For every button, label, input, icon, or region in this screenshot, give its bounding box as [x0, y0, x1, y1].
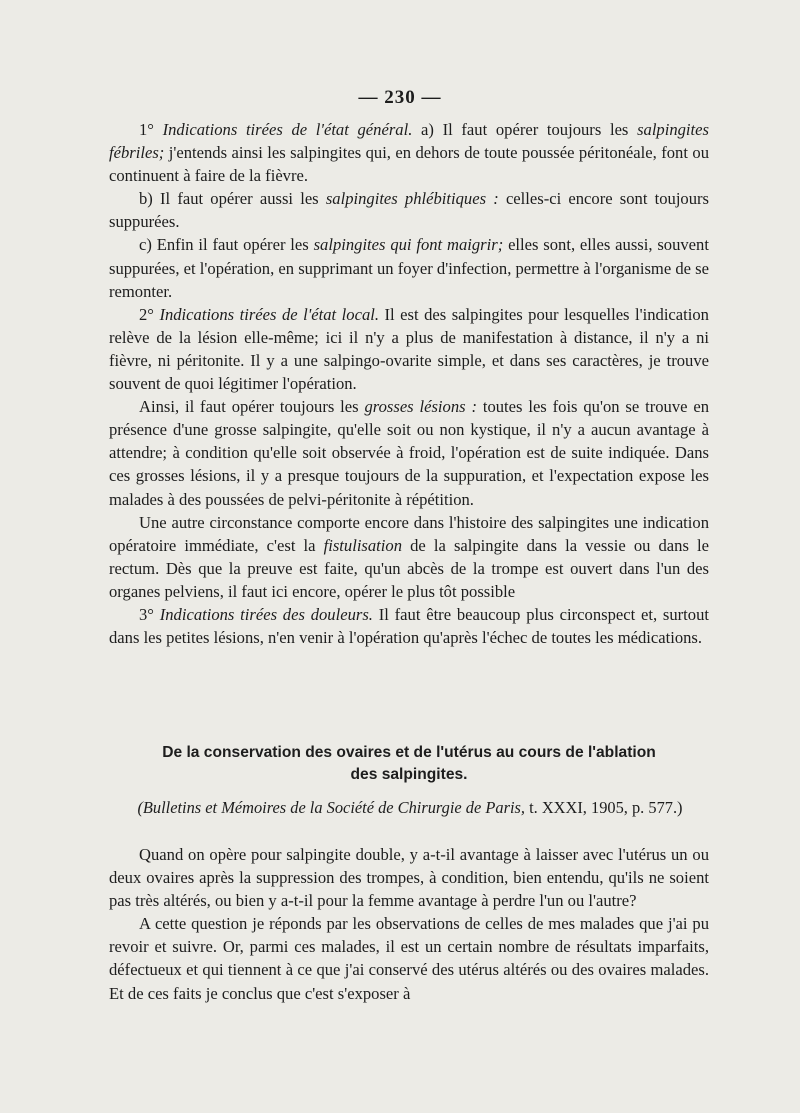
- citation-volume: t. XXXI, 1905, p. 577.): [529, 798, 683, 817]
- article-title-line: des salpingites.: [350, 766, 468, 783]
- section-number: 2°: [139, 304, 154, 324]
- emphasis-text: salpingites fébriles;: [109, 120, 709, 163]
- paragraph-question: Quand on opère pour salpingite double, y a-t-il avantage à laisser avec l'utérus un ou deux ovaires après la suppression des trompes, à condition, bien entendu, qu'ils ne soient pas très altérés, ou bien y a-t-il pour la femme avantage à perdre l'un ou l'autre?: [109, 845, 709, 911]
- section-number: 1°: [139, 120, 154, 139]
- emphasis-text: salpingites qui font maigrir;: [313, 235, 504, 255]
- section-heading: Indications tirées de l'état local.: [159, 304, 379, 324]
- paragraph-pain-indications: [109, 603, 709, 649]
- paragraph-text: celles-ci encore sont toujours suppurées.: [109, 189, 710, 232]
- paragraph-weight-loss: [109, 233, 709, 302]
- paragraph-text: de la salpingite dans la vessie ou dans le rectum. Dès que la preuve est faite, qu'un abcès de la trompe est ouvert dans l'un des organes pelviens, il faut ici encore, opérer le plus tôt possible: [109, 535, 709, 601]
- citation: [105, 798, 715, 818]
- section-heading: Indications tirées de l'état général.: [162, 120, 413, 139]
- paragraph-fistulisation: [109, 511, 709, 603]
- paragraph-phlebitic: [109, 187, 709, 233]
- paragraph-text: Il est des salpingites pour lesquelles l'indication relève de la lésion elle-même; ici il n'y a plus de manifestation à distance, il n'y a ni fièvre, ni péritonite. Il y a une salpingo-ovarite simple, et dans ses caractères, je trouve souvent de quoi légitimer l'opération.: [109, 304, 709, 394]
- article-title: [109, 742, 709, 786]
- article-title-line: De la conservation des ovaires et de l'utérus au cours de l'ablation: [162, 744, 656, 761]
- paragraph-text: Une autre circonstance comporte encore dans l'histoire des salpingites une indication opératoire immédiate, c'est la: [109, 512, 709, 555]
- paragraph-general-indications: [109, 118, 709, 187]
- item-label: a): [421, 120, 434, 139]
- paragraph-text: toutes les fois qu'on se trouve en présence d'une grosse salpingite, qu'elle soit ou non kystique, il n'y a aucun avantage à attendre; à condition qu'elle soit observée à froid, l'opération est de suite indiquée. Dans ces grosses lésions, il y a presque toujours de la suppuration, et l'expectation expose les malades à des poussées de pelvi-péritonite à répétition.: [109, 397, 709, 509]
- paragraph-text: Il faut opérer aussi les: [160, 189, 319, 209]
- paragraph-text: j'entends ainsi les salpingites qui, en dehors de toute poussée péritonéale, font ou continuent à faire de la fièvre.: [109, 143, 709, 186]
- page-number: — 230 —: [358, 87, 442, 108]
- paragraph-text: elles sont, elles aussi, souvent suppurées, et l'opération, en supprimant un foyer d'infection, permettre à l'organisme de se remonter.: [109, 235, 709, 301]
- citation-journal: (Bulletins et Mémoires de la Société de Chirurgie de Paris,: [137, 798, 525, 817]
- paragraph-local-indications: [109, 303, 709, 395]
- emphasis-text: salpingites phlébitiques :: [325, 189, 499, 209]
- section-number: 3°: [139, 604, 154, 624]
- paragraph-text: Ainsi, il faut opérer toujours les: [139, 397, 359, 417]
- emphasis-text: fistulisation: [323, 535, 402, 555]
- indications-section: [109, 118, 709, 649]
- item-label: b): [139, 189, 153, 209]
- paragraph-large-lesions: [109, 395, 709, 510]
- section-heading: Indications tirées des douleurs.: [159, 604, 373, 624]
- paragraph-text: Il faut opérer toujours les: [442, 120, 629, 139]
- conservation-section: [109, 843, 709, 1005]
- item-label: c): [139, 235, 152, 255]
- emphasis-text: grosses lésions :: [364, 397, 477, 417]
- paragraph-text: Il faut être beaucoup plus circonspect et, surtout dans les petites lésions, n'en venir à l'opération qu'après l'échec de toutes les médications.: [109, 604, 709, 648]
- paragraph-answer: A cette question je réponds par les observations de celles de mes malades que j'ai pu revoir et suivre. Or, parmi ces malades, il est un certain nombre de résultats imparfaits, défectueux et qui tiennent à ce que j'ai conservé des utérus altérés ou des ovaires malades. Et de ces faits je conclus que c'est s'exposer à: [109, 914, 709, 1003]
- paragraph-text: Enfin il faut opérer les: [156, 235, 309, 255]
